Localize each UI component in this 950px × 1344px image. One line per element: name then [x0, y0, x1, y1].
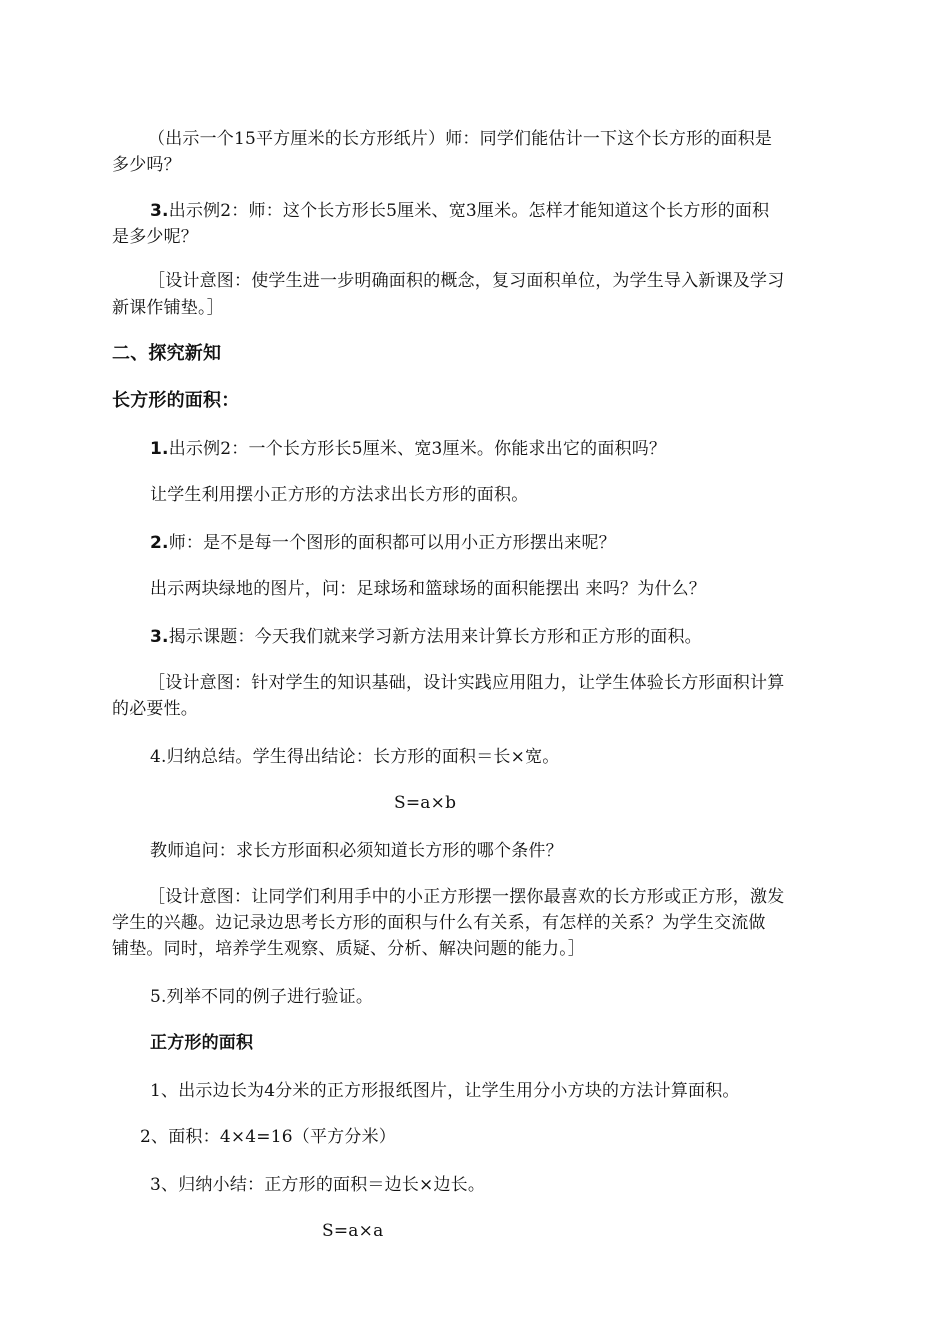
paragraph-line: 2、面积：4×4=16（平方分米）	[140, 1127, 396, 1147]
design-intent-line: ［设计意图：让同学们利用手中的小正方形摆一摆你最喜欢的长方形或正方形，激发	[148, 887, 785, 907]
paragraph-line: 教师追问：求长方形面积必须知道长方形的哪个条件？	[150, 841, 563, 861]
subsection-heading: 长方形的面积：	[112, 390, 240, 411]
subsection-heading: 正方形的面积	[150, 1033, 254, 1053]
design-intent-line: 学生的兴趣。边记录边思考长方形的面积与什么有关系，有怎样的关系？为学生交流做	[112, 913, 766, 933]
formula-rectangle: S=a×b	[394, 793, 457, 813]
item-text: 出示例2：师：这个长方形长5厘米、宽3厘米。怎样才能知道这个长方形的面积	[168, 201, 770, 221]
paragraph-line	[150, 622, 702, 652]
item-text: 师：是不是每一个图形的面积都可以用小正方形摆出来呢？	[168, 533, 616, 553]
paragraph-line: 多少吗？	[112, 155, 181, 175]
item-number: 2.	[150, 533, 169, 553]
item-number: 3.	[150, 627, 169, 647]
paragraph-line: 出示两块绿地的图片，问：足球场和篮球场的面积能摆出 来吗？为什么？	[150, 579, 707, 599]
paragraph-line	[150, 434, 666, 464]
design-intent-line: ［设计意图：使学生进一步明确面积的概念，复习面积单位，为学生导入新课及学习	[148, 271, 785, 291]
design-intent-line: 新课作铺垫。］	[112, 298, 224, 318]
design-intent-line: 的必要性。	[112, 699, 198, 719]
paragraph-line: 3、归纳小结：正方形的面积＝边长×边长。	[150, 1175, 486, 1195]
design-intent-line: 铺垫。同时，培养学生观察、质疑、分析、解决问题的能力。］	[112, 939, 586, 959]
paragraph-line: 让学生利用摆小正方形的方法求出长方形的面积。	[150, 485, 529, 505]
design-intent-line: ［设计意图：针对学生的知识基础，设计实践应用阻力，让学生体验长方形面积计算	[148, 673, 785, 693]
paragraph-line: 4.归纳总结。学生得出结论：长方形的面积＝长×宽。	[150, 747, 560, 767]
paragraph-line	[150, 196, 769, 226]
item-text: 出示例2：一个长方形长5厘米、宽3厘米。你能求出它的面积吗？	[168, 439, 667, 459]
item-number: 3.	[150, 201, 169, 221]
formula-square: S=a×a	[322, 1221, 384, 1241]
item-text: 揭示课题：今天我们就来学习新方法用来计算长方形和正方形的面积。	[168, 627, 702, 647]
paragraph-line: 是多少呢？	[112, 227, 198, 247]
section-heading: 二、探究新知	[112, 343, 222, 364]
paragraph-line: 1、出示边长为4分米的正方形报纸图片，让学生用分小方块的方法计算面积。	[150, 1081, 740, 1101]
item-number: 1.	[150, 439, 169, 459]
paragraph-line: （出示一个15平方厘米的长方形纸片）师：同学们能估计一下这个长方形的面积是	[148, 129, 773, 149]
paragraph-line	[150, 528, 616, 558]
paragraph-line: 5.列举不同的例子进行验证。	[150, 987, 374, 1007]
